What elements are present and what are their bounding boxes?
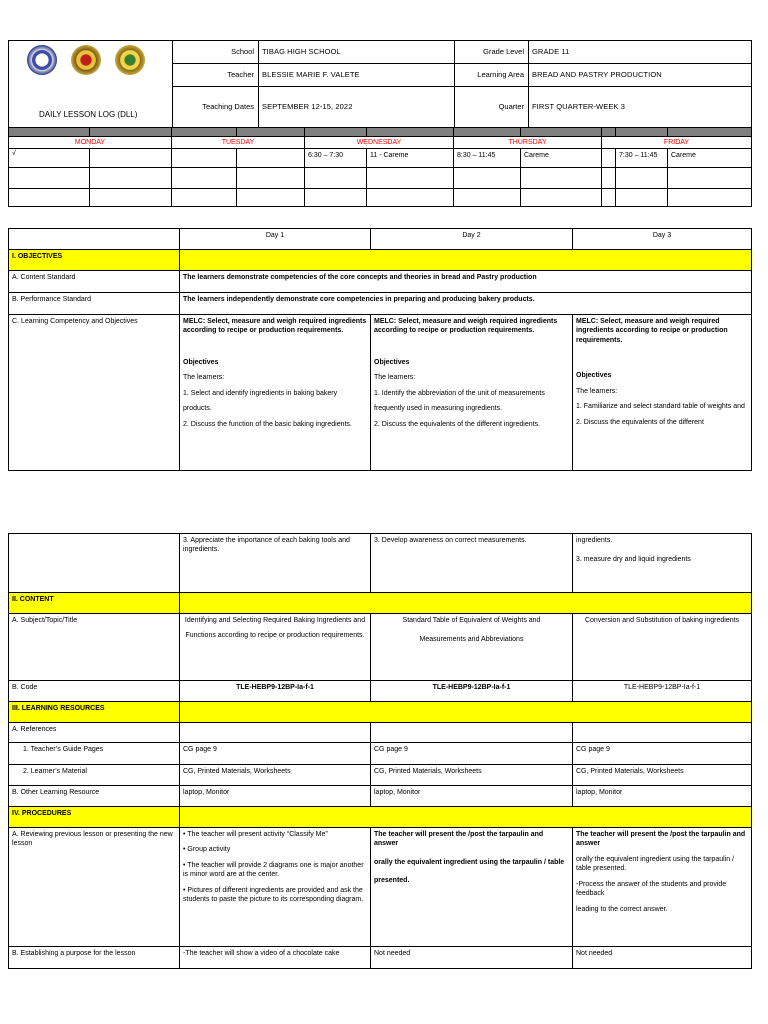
guide-label: 1. Teacher’s Guide Pages (9, 743, 180, 765)
teacher-label: Teacher (173, 64, 259, 87)
thursday-time: 8:30 – 11:45 (454, 149, 521, 168)
day1-purpose: -The teacher will show a video of a chocolate cake (180, 947, 371, 969)
day2-obj3: 3. Develop awareness on correct measurements. (371, 534, 573, 593)
friday-section: Careme (668, 149, 752, 168)
day2-obj1: 1. Identify the abbreviation of the unit of measurements (374, 389, 545, 397)
material-label: 2. Learner’s Material (9, 765, 180, 786)
day3-ingredients: ingredients. (576, 537, 613, 544)
day1-learners: The learners: (183, 374, 225, 382)
day1-topic-b: Functions according to recipe or production requirements. (185, 632, 365, 640)
lesson-table-1 (8, 228, 752, 471)
resources-heading: III. LEARNING RESOURCES (9, 702, 180, 723)
day1-code: TLE-HEBP9-12BP-Ia-f-1 (180, 681, 371, 702)
performance-standard-text: The learners independently demonstrate core competencies in preparing and producing bakery products. (180, 293, 752, 315)
references-label: A. References (9, 723, 180, 743)
day1-review-3: • The teacher will provide 2 diagrams one is major another is minor word are at the center. (183, 861, 364, 879)
day3-review-1: The teacher will present the /post the tarpaulin and answer (576, 831, 746, 848)
day3-learners: The learners: (576, 387, 618, 395)
day2-header: Day 2 (371, 229, 573, 250)
schedule-table (8, 127, 752, 207)
day2-review-3: presented. (374, 877, 410, 885)
day3-other: laptop, Monitor (573, 786, 752, 807)
grey-band (9, 128, 752, 137)
lesson-table-2 (8, 533, 752, 969)
day-tuesday: TUESDAY (172, 137, 305, 149)
purpose-label: B. Establishing a purpose for the lesson (9, 947, 180, 969)
day1-melc: MELC: Select, measure and weigh required ingredients according to recipe or production requirements. (183, 318, 367, 335)
procedures-heading: IV. PROCEDURES (9, 807, 180, 828)
day3-objectives-heading: Objectives (576, 372, 612, 380)
content-heading: II. CONTENT (9, 593, 180, 614)
document-title: DAILY LESSON LOG (DLL) (39, 110, 138, 119)
day3-topic: Conversion and Substitution of baking ingredients (573, 614, 752, 681)
monday-check: √ (9, 149, 90, 168)
code-label: B. Code (9, 681, 180, 702)
day3-melc: MELC: Select, measure and weigh required ingredients according to recipe or production requirements. (576, 318, 728, 344)
competency-label: C. Learning Competency and Objectives (9, 315, 180, 471)
day2-material: CG, Printed Materials, Worksheets (371, 765, 573, 786)
school-label: School (173, 41, 259, 64)
review-label: A. Reviewing previous lesson or presenting the new lesson (9, 828, 180, 947)
day2-purpose: Not needed (371, 947, 573, 969)
day3-review (573, 828, 752, 947)
day1-other: laptop, Monitor (180, 786, 371, 807)
deped-seal-icon (27, 45, 57, 75)
day2-obj1b: frequently used in measuring ingredients. (374, 405, 503, 413)
day2-other: laptop, Monitor (371, 786, 573, 807)
content-standard-label: A. Content Standard (9, 271, 180, 293)
day1-review-1: • The teacher will present activity “Classify Me” (183, 831, 328, 838)
day1-material: CG, Printed Materials, Worksheets (180, 765, 371, 786)
quarter-label: Quarter (455, 87, 529, 128)
header-table (8, 40, 752, 128)
day1-header: Day 1 (180, 229, 371, 250)
day1-review-4: • Pictures of different ingredients are provided and ask the students to paste the picture to its corresponding diagram. (183, 886, 364, 904)
day1-topic (180, 614, 371, 681)
day1-topic-a: Identifying and Selecting Required Baking Ingredients and (184, 617, 366, 624)
other-resource-label: B. Other Learning Resource (9, 786, 180, 807)
day1-review (180, 828, 371, 947)
day3-objectives (573, 315, 752, 471)
day1-objectives (180, 315, 371, 471)
day2-guide: CG page 9 (371, 743, 573, 765)
day3-material: CG, Printed Materials, Worksheets (573, 765, 752, 786)
quarter-value: FIRST QUARTER-WEEK 3 (529, 87, 752, 128)
thursday-section: Careme (521, 149, 602, 168)
day3-header: Day 3 (573, 229, 752, 250)
teacher-value: BLESSIE MARIE F. VALETE (259, 64, 455, 87)
grade-value: GRADE 11 (529, 41, 752, 64)
day2-topic (371, 614, 573, 681)
day2-obj2: 2. Discuss the equivalents of the different ingredients. (374, 420, 541, 428)
dates-label: Teaching Dates (173, 87, 259, 128)
grade-label: Grade Level (455, 41, 529, 64)
day2-review-1: The teacher will present the /post the tarpaulin and answer (374, 831, 544, 848)
day1-guide: CG page 9 (180, 743, 371, 765)
dates-value: SEPTEMBER 12-15, 2022 (259, 87, 455, 128)
performance-standard-label: B. Performance Standard (9, 293, 180, 315)
day3-obj3: 3. measure dry and liquid ingredients (576, 556, 691, 564)
area-label: Learning Area (455, 64, 529, 87)
day3-review-3: -Process the answer of the students and provide feedback (576, 880, 727, 898)
day-monday: MONDAY (9, 137, 172, 149)
content-standard-text: The learners demonstrate competencies of the core concepts and theories in bread and Pastry production (180, 271, 752, 293)
day1-obj3: 3. Appreciate the importance of each baking tools and ingredients. (180, 534, 371, 593)
objectives-heading: I. OBJECTIVES (9, 250, 180, 271)
division-seal-icon (71, 45, 101, 75)
school-seal-icon (115, 45, 145, 75)
wednesday-time: 6:30 – 7:30 (305, 149, 367, 168)
logo-title-cell (9, 41, 173, 128)
day2-topic-b: Measurements and Abbreviations (419, 636, 524, 644)
topic-label: A. Subject/Topic/Title (9, 614, 180, 681)
day2-learners: The learners: (374, 374, 416, 382)
day3-obj-cont (573, 534, 752, 593)
day1-obj1: 1. Select and identify ingredients in baking bakery (183, 389, 338, 397)
wednesday-section: 11 - Careme (367, 149, 454, 168)
day2-code: TLE-HEBP9-12BP-Ia-f-1 (371, 681, 573, 702)
day3-obj1: 1. Familiarize and select standard table of weights and (576, 403, 745, 411)
day3-review-4: leading to the correct answer. (576, 905, 668, 913)
day3-purpose: Not needed (573, 947, 752, 969)
area-value: BREAD AND PASTRY PRODUCTION (529, 64, 752, 87)
day2-melc: MELC: Select, measure and weigh required ingredients according to recipe or production requirements. (374, 318, 558, 335)
day2-review (371, 828, 573, 947)
day2-review-2: orally the equivalent ingredient using the tarpaulin / table (374, 858, 565, 866)
day3-obj2: 2. Discuss the equivalents of the different (576, 418, 704, 426)
day3-review-2: orally the equivalent ingredient using the tarpaulin / table presented. (576, 855, 734, 873)
day-wednesday: WEDNESDAY (305, 137, 454, 149)
day3-guide: CG page 9 (573, 743, 752, 765)
friday-time: 7:30 – 11:45 (616, 149, 668, 168)
day1-objectives-heading: Objectives (183, 358, 219, 366)
day1-obj1b: products. (183, 405, 212, 413)
school-value: TIBAG HIGH SCHOOL (259, 41, 455, 64)
day3-code: TLE-HEBP9-12BP-Ia-f-1 (573, 681, 752, 702)
day2-topic-a: Standard Table of Equivalent of Weights and (402, 617, 541, 624)
day-thursday: THURSDAY (454, 137, 602, 149)
day2-objectives (371, 315, 573, 471)
day1-review-2: • Group activity (183, 846, 231, 854)
day2-objectives-heading: Objectives (374, 358, 410, 366)
day-friday: FRIDAY (602, 137, 752, 149)
day1-obj2: 2. Discuss the function of the basic baking ingredients. (183, 420, 352, 428)
